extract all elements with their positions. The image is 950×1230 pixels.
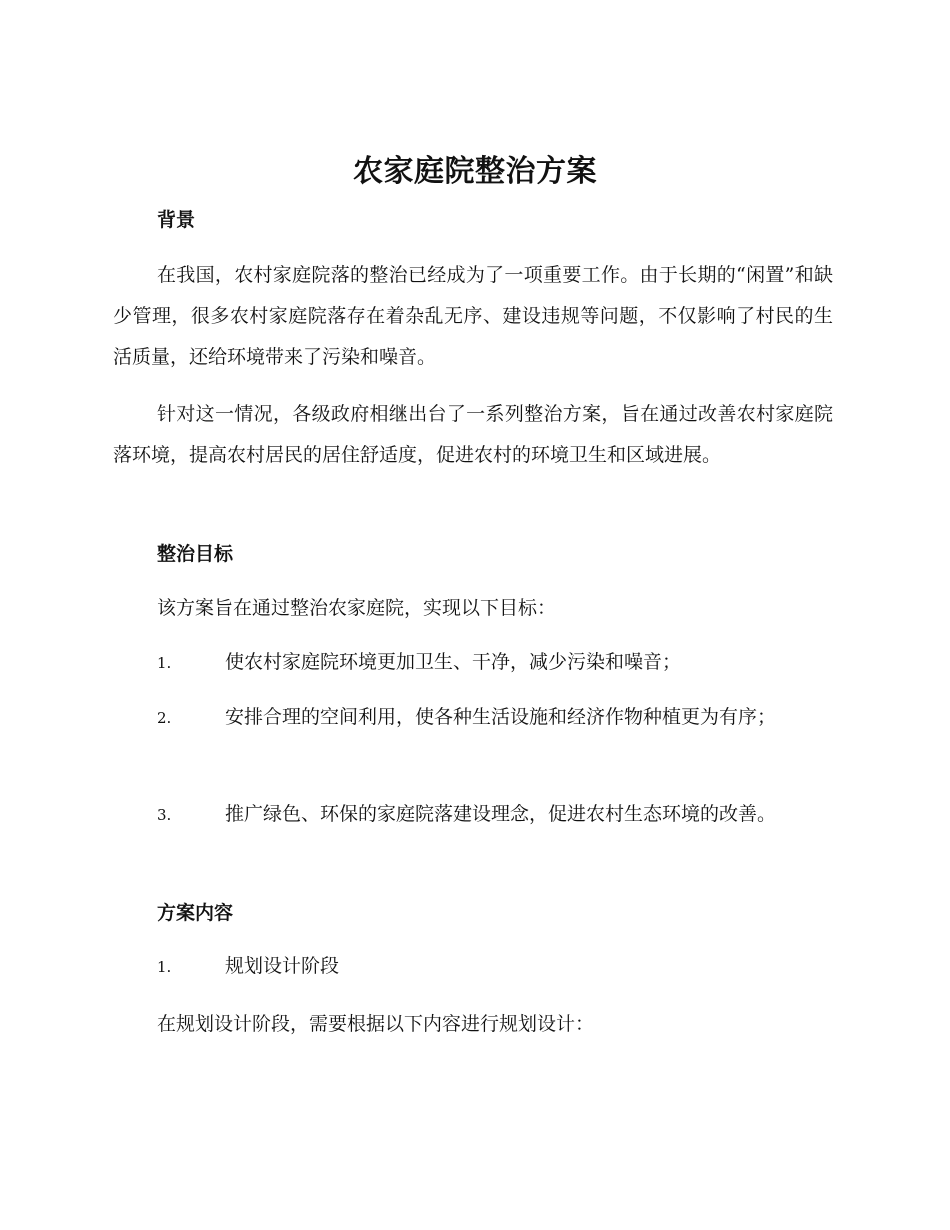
- goal-item-1-text: 使农村家庭院环境更加卫生、干净，减少污染和噪音；: [225, 651, 682, 673]
- goal-item-3-number: 3.: [157, 806, 172, 824]
- section-heading-content: 方案内容: [157, 902, 234, 924]
- goal-item-2-number: 2.: [157, 709, 172, 727]
- goals-intro: 该方案旨在通过整治农家庭院，实现以下目标：: [157, 597, 557, 619]
- goal-item-1: [113, 642, 833, 684]
- content-item-1-text: 规划设计阶段: [225, 955, 340, 977]
- background-paragraph-2: 针对这一情况，各级政府相继出台了一系列整治方案，旨在通过改善农村家庭院落环境，提高农村居民的居住舒适度，促进农村的环境卫生和区域进展。: [113, 403, 833, 466]
- content-item-1: [113, 946, 833, 988]
- background-paragraph-1: 在我国，农村家庭院落的整治已经成为了一项重要工作。由于长期的“闲置”和缺少管理，很多农村家庭院落存在着杂乱无序、建设违规等问题，不仅影响了村民的生活质量，还给环境带来了污染和噪音。: [113, 264, 833, 368]
- section-heading-background: 背景: [157, 209, 196, 231]
- section-heading-goals: 整治目标: [157, 543, 234, 565]
- content-text-1: 在规划设计阶段，需要根据以下内容进行规划设计：: [157, 1013, 595, 1035]
- document-title: 农家庭院整治方案: [353, 154, 597, 189]
- goal-item-1-number: 1.: [157, 654, 172, 672]
- goal-item-3: [113, 794, 833, 836]
- goal-item-2-text: 安排合理的空间利用，使各种生活设施和经济作物种植更为有序；: [225, 706, 777, 728]
- goal-item-3-text: 推广绿色、环保的家庭院落建设理念，促进农村生态环境的改善。: [225, 803, 777, 825]
- content-item-1-number: 1.: [157, 958, 172, 976]
- goal-item-2: [113, 697, 833, 739]
